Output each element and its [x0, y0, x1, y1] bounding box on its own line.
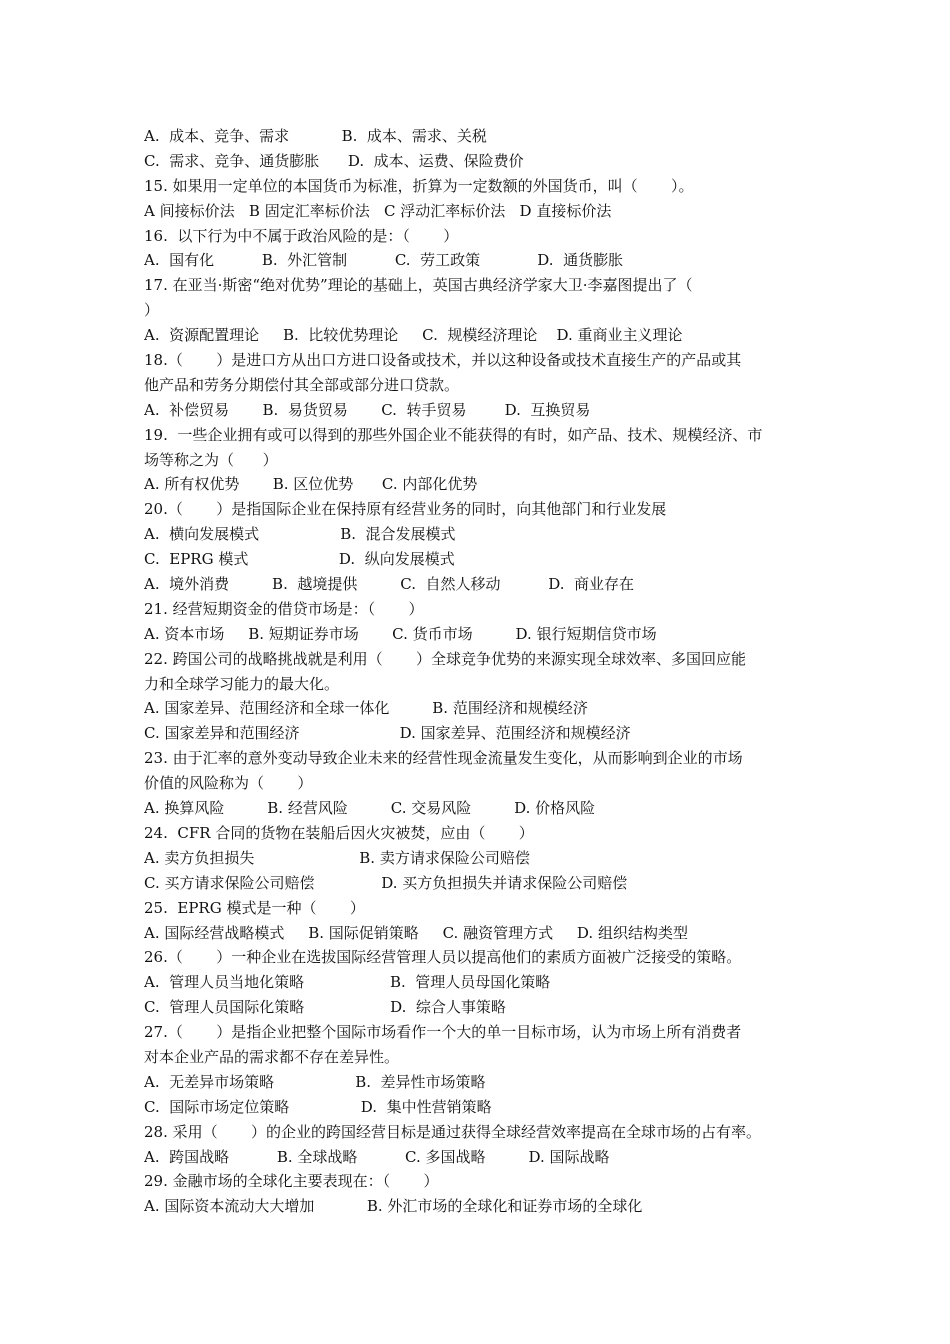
text-line: 20.（ ）是指国际企业在保持原有经营业务的同时，向其他部门和行业发展 [144, 500, 667, 519]
text-line: A. 换算风险 B. 经营风险 C. 交易风险 D. 价格风险 [144, 799, 596, 818]
text-line: C. EPRG 模式 D. 纵向发展模式 [144, 550, 455, 569]
text-line: 力和全球学习能力的最大化。 [144, 674, 340, 693]
text-line: A. 成本、竞争、需求 B. 成本、需求、关税 [144, 127, 487, 145]
text-line: A. 资本市场 B. 短期证券市场 C. 货币市场 D. 银行短期信贷市场 [144, 624, 657, 643]
text-line: 21. 经营短期资金的借贷市场是：（ ） [144, 599, 424, 618]
text-line: 27.（ ）是指企业把整个国际市场看作一个大的单一目标市场，认为市场上所有消费者 [144, 1023, 742, 1042]
text-line: 28. 采用（ ）的企业的跨国经营目标是通过获得全球经营效率提高在全球市场的占有率。 [144, 1122, 762, 1141]
text-line: 价值的风险称为（ ） [144, 774, 313, 793]
text-line: 22. 跨国公司的战略挑战就是利用（ ）全球竞争优势的来源实现全球效率、多国回应能 [144, 649, 747, 668]
text-line: 23. 由于汇率的意外变动导致企业未来的经营性现金流量发生变化，从而影响到企业的市场 [144, 749, 743, 768]
text-line: 26.（ ）一种企业在选拔国际经营管理人员以提高他们的素质方面被广泛接受的策略。 [144, 948, 742, 967]
text-line: 15. 如果用一定单位的本国货币为标准，折算为一定数额的外国货币，叫（ ）。 [144, 176, 694, 195]
text-line: 24. CFR 合同的货物在装船后因火灾被焚，应由（ ） [144, 823, 534, 842]
text-line: A. 境外消费 B. 越境提供 C. 自然人移动 D. 商业存在 [144, 575, 635, 594]
text-line: A. 国际资本流动大大增加 B. 外汇市场的全球化和证券市场的全球化 [144, 1197, 643, 1216]
text-line: A. 资源配置理论 B. 比较优势理论 C. 规模经济理论 D. 重商业主义理论 [144, 326, 683, 345]
text-line: C. 国家差异和范围经济 D. 国家差异、范围经济和规模经济 [144, 724, 631, 743]
text-line: 18.（ ）是进口方从出口方进口设备或技术，并以这种设备或技术直接生产的产品或其 [144, 351, 742, 370]
text-line: A. 国有化 B. 外汇管制 C. 劳工政策 D. 通货膨胀 [144, 251, 624, 270]
text-line: A. 所有权优势 B. 区位优势 C. 内部化优势 [144, 475, 478, 494]
text-line: A. 管理人员当地化策略 B. 管理人员母国化策略 [144, 973, 551, 992]
text-line: C. 管理人员国际化策略 D. 综合人事策略 [144, 998, 506, 1017]
text-line: A. 补偿贸易 B. 易货贸易 C. 转手贸易 D. 互换贸易 [144, 400, 591, 419]
text-line: A 间接标价法 B 固定汇率标价法 C 浮动汇率标价法 D 直接标价法 [144, 201, 612, 220]
text-line: A. 横向发展模式 B. 混合发展模式 [144, 525, 456, 544]
text-line: 25. EPRG 模式是一种（ ） [144, 898, 365, 917]
text-line: C. 买方请求保险公司赔偿 D. 买方负担损失并请求保险公司赔偿 [144, 873, 628, 892]
text-line: C. 国际市场定位策略 D. 集中性营销策略 [144, 1097, 492, 1116]
text-line: 场等称之为（ ） [144, 450, 278, 469]
text-line: A. 无差异市场策略 B. 差异性市场策略 [144, 1072, 486, 1091]
text-line: A. 跨国战略 B. 全球战略 C. 多国战略 D. 国际战略 [144, 1147, 610, 1166]
text-line: 16. 以下行为中不属于政治风险的是：（ ） [144, 226, 459, 245]
text-line: A. 国家差异、范围经济和全球一体化 B. 范围经济和规模经济 [144, 699, 588, 718]
text-line: 29. 金融市场的全球化主要表现在：（ ） [144, 1172, 439, 1191]
text-line: 他产品和劳务分期偿付其全部或部分进口贷款。 [144, 375, 460, 394]
text-line: A. 国际经营战略模式 B. 国际促销策略 C. 融资管理方式 D. 组织结构类型 [144, 923, 688, 942]
question-list [144, 124, 824, 1219]
text-line: A. 卖方负担损失 B. 卖方请求保险公司赔偿 [144, 848, 530, 867]
text-line: 19. 一些企业拥有或可以得到的那些外国企业不能获得的有时，如产品、技术、规模经济、市 [144, 425, 763, 444]
text-line: 17. 在亚当·斯密“绝对优势”理论的基础上，英国古典经济学家大卫·李嘉图提出了（ [144, 276, 693, 295]
text-line: C. 需求、竞争、通货膨胀 D. 成本、运费、保险费价 [144, 151, 524, 170]
text-line: 对本企业产品的需求都不存在差异性。 [144, 1047, 400, 1066]
text-line: ） [144, 301, 160, 320]
